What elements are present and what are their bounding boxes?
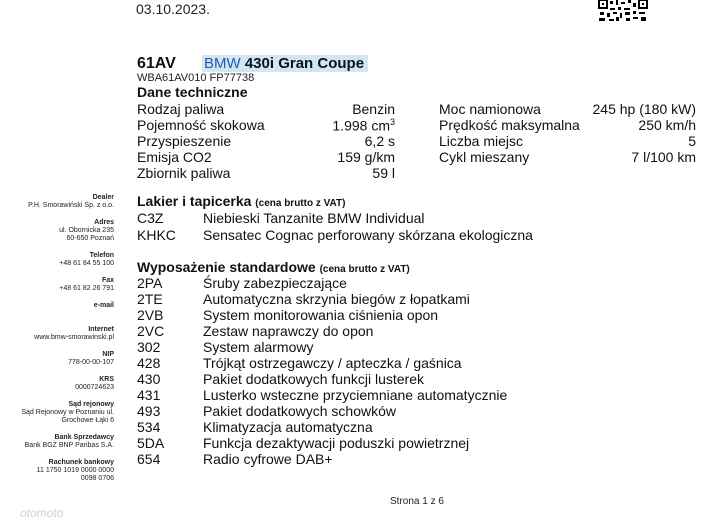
page-number: Strona 1 z 6 [390, 496, 444, 507]
displacement-value: 1.998 cm [332, 117, 390, 134]
list-item [137, 371, 424, 387]
qr-code-icon [598, 0, 648, 22]
standard-section-title [137, 259, 410, 275]
list-item [137, 419, 373, 435]
bank-label: Bank Sprzedawcy [54, 434, 114, 441]
account-line: 11 1750 1019 0000 0000 [36, 467, 114, 474]
fax-value: +48 61 82 26 791 [59, 285, 114, 292]
option-code: 2PA [137, 275, 163, 291]
spec-value: 250 km/h [638, 117, 696, 133]
spec-value: 6,2 s [364, 133, 395, 149]
account-label: Rachunek bankowy [48, 459, 114, 466]
spec-value: 159 g/km [337, 149, 395, 165]
option-code: 2VC [137, 323, 165, 339]
court-line: Grochowe Łąki 6 [61, 417, 114, 424]
spec-value: 59 l [372, 165, 395, 181]
option-desc: Niebieski Tanzanite BMW Individual [203, 210, 425, 226]
option-code: 2TE [137, 291, 163, 307]
option-desc: Funkcja dezaktywacji poduszki powietrznej [203, 435, 470, 451]
court-label: Sąd rejonowy [68, 401, 114, 408]
spec-label: Liczba miejsc [439, 133, 524, 149]
list-item [137, 403, 396, 419]
option-code: C3Z [137, 210, 164, 226]
displacement-unit-exponent: 3 [389, 117, 395, 127]
krs-value: 0000724623 [75, 384, 114, 391]
option-desc: Lusterko wsteczne przyciemniane automatycznie [203, 387, 508, 403]
option-desc: System alarmowy [203, 339, 314, 355]
court-line: Sąd Rejonowy w Poznaniu ul. [21, 409, 114, 416]
list-item [137, 291, 470, 307]
krs-label: KRS [99, 376, 114, 383]
option-desc: Pakiet dodatkowych funkcji lusterek [203, 371, 424, 387]
spec-label: Moc namionowa [439, 101, 541, 117]
dealer-label: Dealer [92, 194, 114, 201]
list-item [137, 323, 373, 339]
address-line: 60-650 Poznań [66, 235, 114, 242]
list-item [137, 435, 469, 451]
list-item [137, 339, 313, 355]
option-desc: Śruby zabezpieczające [203, 275, 347, 291]
option-desc: Klimatyzacja automatyczna [203, 419, 373, 435]
option-code: 493 [137, 403, 161, 419]
phone-label: Telefon [89, 252, 114, 259]
spec-label: Rodzaj paliwa [137, 101, 225, 117]
list-item [137, 210, 425, 226]
spec-label: Emisja CO2 [137, 149, 212, 165]
address-line: ul. Obornicka 235 [59, 227, 114, 234]
option-desc: Sensatec Cognac perforowany skórzana ekologiczna [203, 227, 533, 243]
option-code: KHKC [137, 227, 176, 243]
spec-value: Benzin [352, 101, 395, 117]
spec-value: 245 hp (180 kW) [592, 101, 696, 117]
list-item [137, 387, 507, 403]
spec-value: 5 [688, 133, 696, 149]
spec-label: Przyspieszenie [137, 133, 232, 149]
option-desc: Radio cyfrowe DAB+ [203, 451, 333, 467]
list-item [137, 451, 333, 467]
email-label: e-mail [93, 302, 114, 309]
option-desc: Pakiet dodatkowych schowków [203, 403, 396, 419]
nip-label: NIP [102, 351, 114, 358]
option-code: 428 [137, 355, 161, 371]
paint-title: Lakier i tapicerka [137, 193, 252, 209]
watermark: otomoto [20, 506, 64, 520]
option-code: 534 [137, 419, 161, 435]
tech-section-title: Dane techniczne [137, 84, 248, 100]
internet-label: Internet [88, 326, 114, 333]
spec-label: Prędkość maksymalna [439, 117, 580, 133]
nip-value: 778-00-00-107 [68, 359, 114, 366]
account-line: 0098 0706 [80, 475, 114, 482]
spec-label: Pojemność skokowa [137, 117, 265, 133]
fax-label: Fax [101, 277, 114, 284]
option-desc: Zestaw naprawczy do opon [203, 323, 374, 339]
list-item [137, 307, 438, 323]
option-code: 5DA [137, 435, 165, 451]
paint-price-note: (cena brutto z VAT) [255, 198, 346, 209]
dealer-value: P.H. Smorawiński Sp. z o.o. [28, 202, 114, 209]
spec-value: 7 l/100 km [631, 149, 696, 165]
option-desc: Automatyczna skrzynia biegów z łopatkami [203, 291, 470, 307]
list-item [137, 355, 462, 371]
option-code: 654 [137, 451, 161, 467]
spec-value [300, 117, 395, 134]
option-code: 302 [137, 339, 161, 355]
standard-title: Wyposażenie standardowe [137, 259, 316, 275]
option-code: 431 [137, 387, 161, 403]
option-desc: System monitorowania ciśnienia opon [203, 307, 439, 323]
document-date: 03.10.2023. [136, 1, 210, 17]
standard-price-note: (cena brutto z VAT) [319, 264, 410, 275]
spec-label: Cykl mieszany [439, 149, 530, 165]
option-desc: Trójkąt ostrzegawczy / apteczka / gaśnica [203, 355, 462, 371]
model-brand: BMW [204, 55, 241, 72]
vin-number: WBA61AV010 FP77738 [137, 72, 255, 84]
model-name-highlight [202, 55, 368, 72]
model-name: 430i Gran Coupe [244, 55, 365, 72]
phone-value: +48 61 84 55 100 [59, 260, 114, 267]
address-label: Adres [94, 219, 114, 226]
option-code: 430 [137, 371, 161, 387]
model-code: 61AV [137, 55, 176, 72]
option-code: 2VB [137, 307, 164, 323]
bank-value: Bank BGŻ BNP Paribas S.A. [24, 442, 114, 449]
paint-section-title [137, 193, 345, 209]
internet-value: www.bmw-smorawinski.pl [34, 334, 114, 341]
list-item [137, 227, 533, 243]
list-item [137, 275, 347, 291]
spec-label: Zbiornik paliwa [137, 165, 231, 181]
